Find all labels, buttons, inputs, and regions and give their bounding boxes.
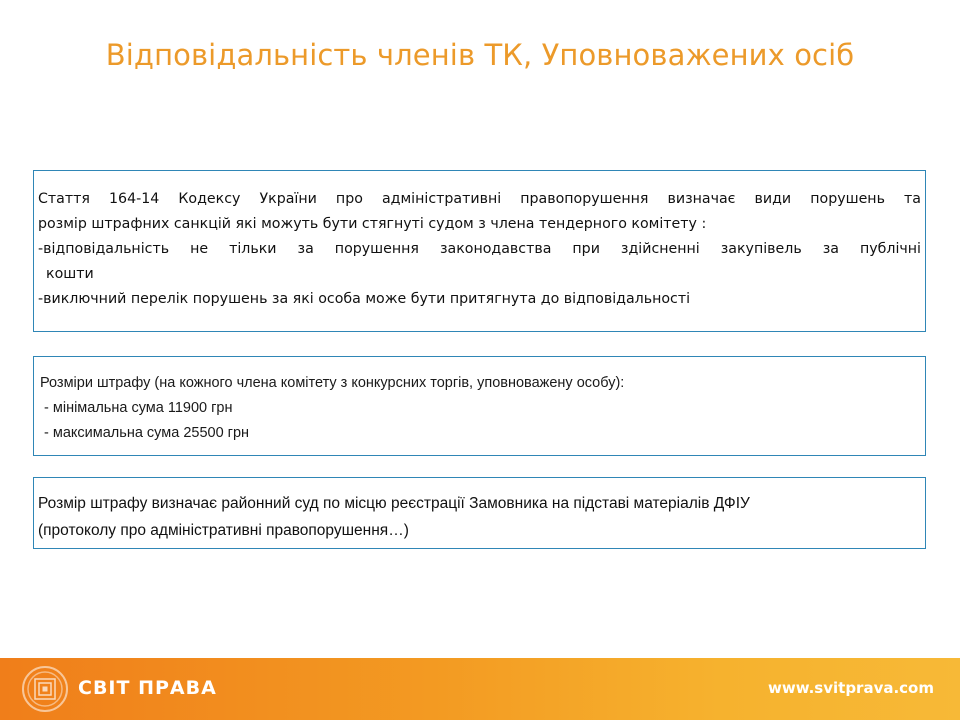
responsibility-bullet-continuation: кошти xyxy=(46,266,94,282)
max-fine: - максимальна сума 25500 грн xyxy=(40,425,250,441)
fine-amounts-heading: Розміри штрафу (на кожного члена комітету з конкурсних торгів, уповноважену особу): xyxy=(40,375,625,391)
fine-amounts-box xyxy=(33,356,926,456)
court-decision-box xyxy=(33,477,926,549)
violations-list-bullet: -виключний перелік порушень за які особа може бути притягнута до відповідальності xyxy=(38,291,691,307)
slide-title: Відповідальність членів ТК, Уповноважених осіб xyxy=(105,38,855,72)
website-link[interactable]: www.svitprava.com xyxy=(767,679,934,697)
svit-prava-logo-icon xyxy=(22,666,68,712)
court-line-1: Розмір штрафу визначає районний суд по місцю реєстрації Замовника на підставі матеріалів ДФІУ xyxy=(38,495,750,512)
article-info-box xyxy=(33,170,926,332)
court-line-2: (протоколу про адміністративні правопорушення…) xyxy=(38,522,409,539)
article-line-2: розмір штрафних санкцій які можуть бути стягнуті судом з члена тендерного комітету : xyxy=(38,216,707,232)
min-fine: - мінімальна сума 11900 грн xyxy=(40,400,233,416)
footer-bar xyxy=(0,658,960,720)
brand-name: СВІТ ПРАВА xyxy=(78,677,217,699)
article-line-1: Стаття 164-14 Кодексу України про адміністративні правопорушення визначає види порушень та xyxy=(38,191,921,207)
responsibility-bullet: -відповідальність не тільки за порушення законодавства при здійсненні закупівель за публічні xyxy=(38,241,921,257)
